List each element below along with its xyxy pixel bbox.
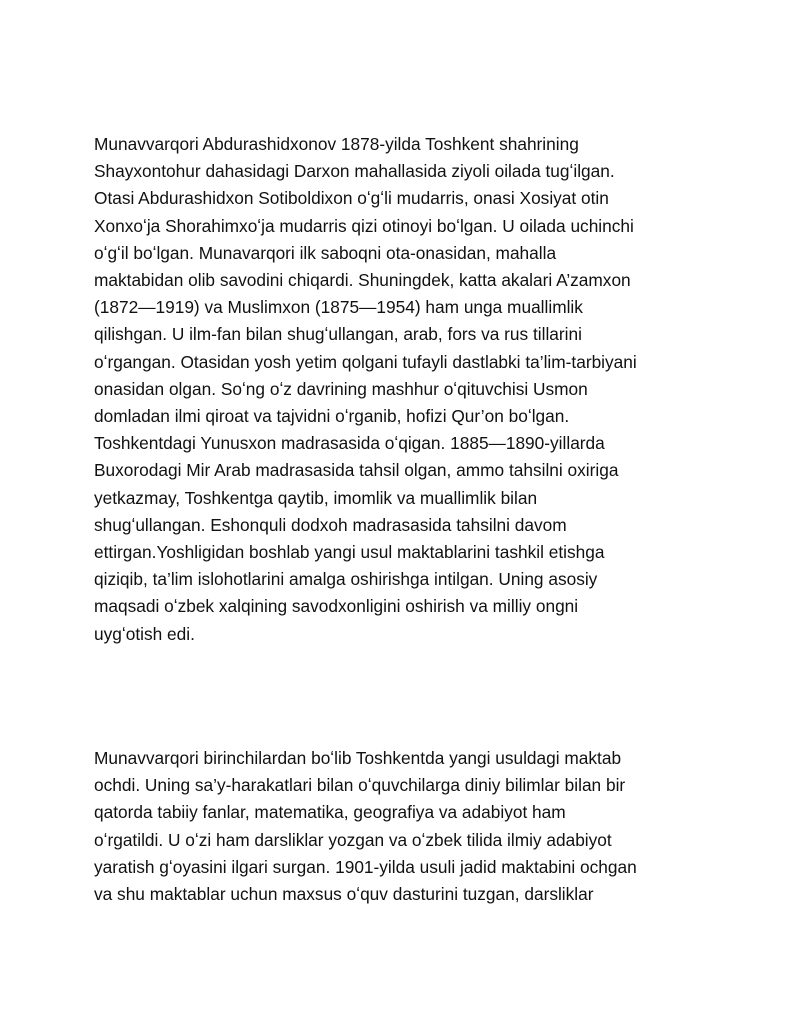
text-line: qilishgan. U ilm-fan bilan shugʻullangan, arab, fors va rus tillarini (94, 324, 582, 345)
text-line: Shayxontohur dahasidagi Darxon mahallasida ziyoli oilada tugʻilgan. (94, 161, 615, 182)
text-line: Toshkentdagi Yunusxon madrasasida oʻqigan. 1885—1890-yillarda (94, 433, 605, 454)
text-line: uygʻotish edi. (94, 623, 195, 644)
text-line: Munavvarqori birinchilardan boʻlib Toshkentda yangi usuldagi maktab (94, 748, 622, 768)
paragraph-school-founding (94, 745, 734, 908)
text-line: shugʻullangan. Eshonquli dodxoh madrasasida tahsilni davom (94, 514, 567, 535)
text-line: va shu maktablar uchun maxsus oʻquv dasturini tuzgan, darsliklar (94, 884, 594, 905)
text-line: Buxorodagi Mir Arab madrasasida tahsil olgan, ammo tahsilni oxiriga (94, 460, 619, 481)
text-line: Munavvarqori Abdurashidxonov 1878-yilda Toshkent shahrining (94, 134, 579, 154)
text-line: oʻgʻil boʻlgan. Munavarqori ilk saboqni ota-onasidan, mahalla (94, 242, 557, 263)
text-line: maqsadi oʻzbek xalqining savodxonligini oshirish va milliy ongni (94, 596, 579, 617)
text-line: oʻrgangan. Otasidan yosh yetim qolgani tufayli dastlabki ta’lim-tarbiyani (94, 351, 637, 372)
paragraph-biography (94, 131, 734, 648)
text-line: (1872—1919) va Muslimxon (1875—1954) ham unga muallimlik (94, 297, 583, 318)
text-line: domladan ilmi qiroat va tajvidni oʻrganib, hofizi Qur’on boʻlgan. (94, 406, 570, 427)
text-line: ettirgan.Yoshligidan boshlab yangi usul maktablarini tashkil etishga (94, 542, 605, 563)
text-line: maktabidan olib savodini chiqardi. Shuningdek, katta akalari A’zamxon (94, 270, 631, 291)
text-line: yaratish gʻoyasini ilgari surgan. 1901-yilda usuli jadid maktabini ochgan (94, 856, 637, 877)
text-line: Xonxoʻja Shorahimxoʻja mudarris qizi otinoyi boʻlgan. U oilada uchinchi (94, 215, 634, 236)
text-line: qatorda tabiiy fanlar, matematika, geografiya va adabiyot ham (94, 802, 566, 823)
text-line: onasidan olgan. Soʻng oʻz davrining mashhur oʻqituvchisi Usmon (94, 378, 588, 399)
text-line: oʻrgatildi. U oʻzi ham darsliklar yozgan va oʻzbek tilida ilmiy adabiyot (94, 829, 612, 850)
text-line: ochdi. Uning sa’y-harakatlari bilan oʻquvchilarga diniy bilimlar bilan bir (94, 775, 626, 796)
text-line: Otasi Abdurashidxon Sotiboldixon oʻgʻli mudarris, onasi Xosiyat otin (94, 188, 609, 209)
text-line: yetkazmay, Toshkentga qaytib, imomlik va muallimlik bilan (94, 487, 538, 508)
text-line: qiziqib, ta’lim islohotlarini amalga oshirishga intilgan. Uning asosiy (94, 569, 598, 590)
